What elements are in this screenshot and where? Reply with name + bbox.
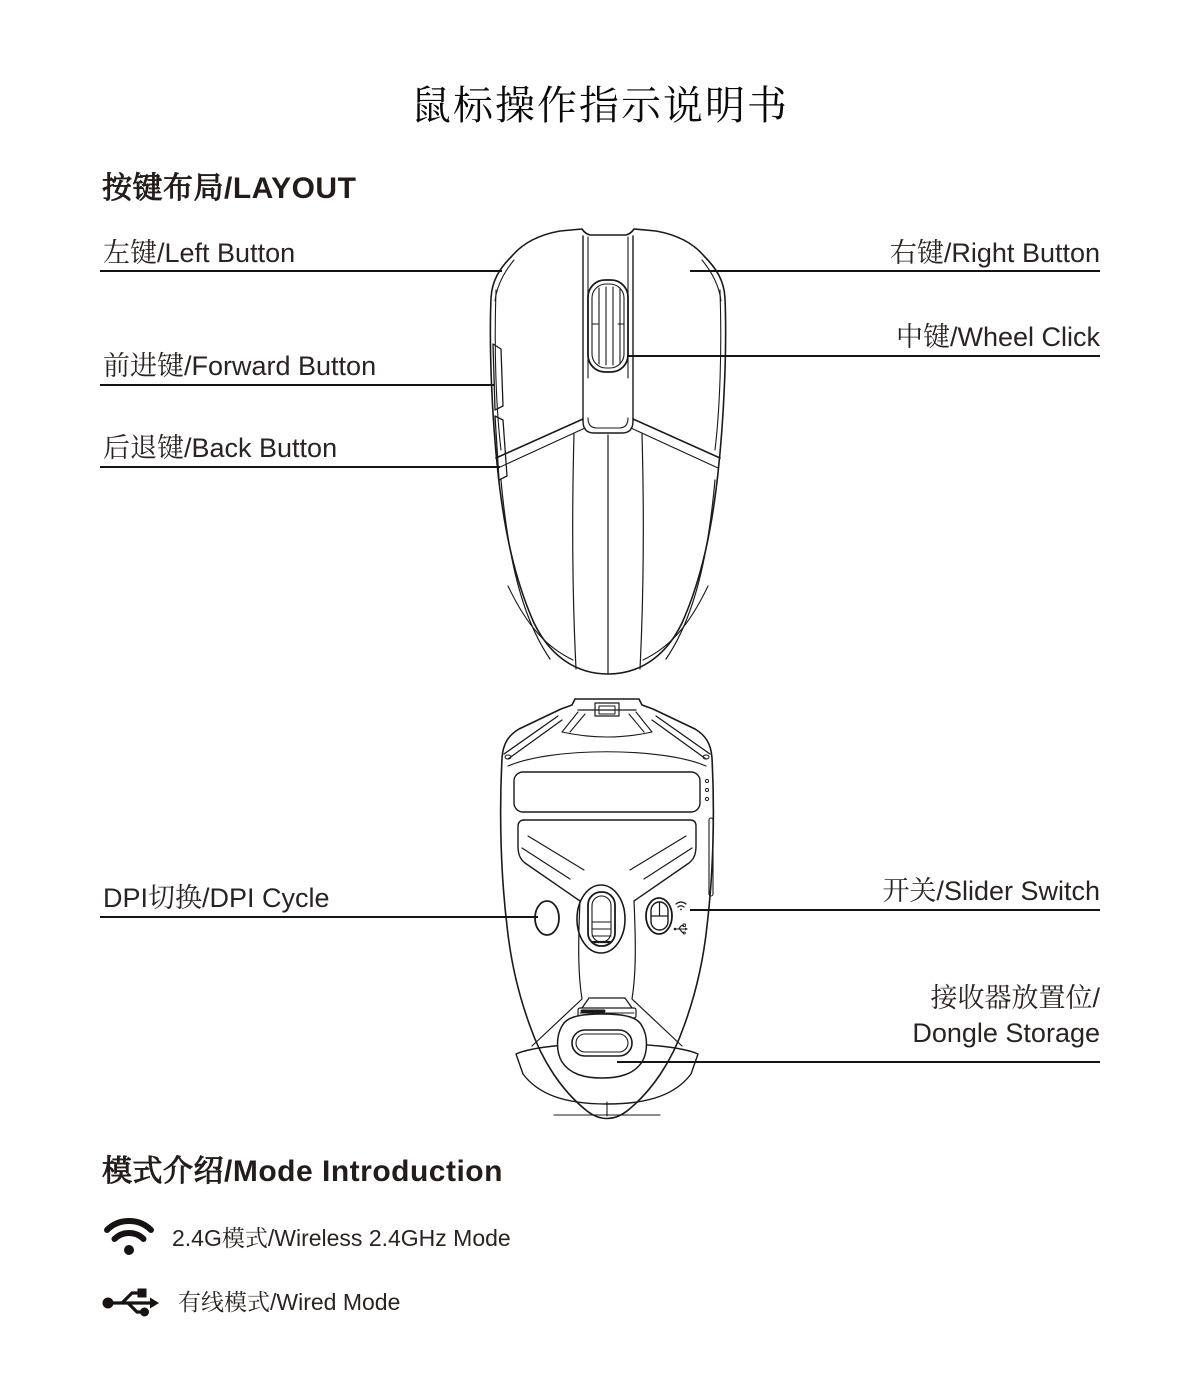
wheel-click-label: 中键/Wheel Click	[895, 322, 1100, 352]
page-title: 鼠标操作指示说明书	[411, 84, 789, 128]
left-button-label: 左键/Left Button	[103, 238, 296, 268]
slider-switch-leader-line	[690, 909, 1100, 911]
dongle-storage	[558, 1014, 647, 1078]
dpi-cycle-label: DPI切换/DPI Cycle	[103, 883, 330, 913]
right-button-leader-line	[690, 270, 1100, 272]
mode-row-wireless	[104, 1214, 511, 1258]
mode-row-wired	[102, 1284, 400, 1317]
dongle-storage-label	[912, 981, 1100, 1050]
back-button-label: 后退键/Back Button	[103, 433, 338, 463]
dongle-storage-label-zh: 接收器放置位/	[930, 983, 1100, 1013]
left-button-leader-line	[100, 270, 502, 272]
forward-button-leader-line	[100, 384, 494, 386]
dpi-leader-line	[100, 916, 538, 918]
layout-section-heading: 按键布局/LAYOUT	[102, 172, 357, 205]
slider-switch-label: 开关/Slider Switch	[882, 876, 1100, 906]
dongle-leader-line	[617, 1061, 1100, 1063]
right-button-label: 右键/Right Button	[889, 238, 1100, 268]
wireless-mode-label: 2.4G模式/Wireless 2.4GHz Mode	[172, 1224, 511, 1251]
wired-mode-label: 有线模式/Wired Mode	[178, 1289, 401, 1315]
wifi-icon	[104, 1214, 154, 1258]
dongle-storage-label-en: Dongle Storage	[912, 1017, 1100, 1048]
usb-icon	[102, 1285, 160, 1317]
wheel-click-leader-line	[627, 355, 1100, 357]
mouse-bottom-view-illustration	[492, 696, 722, 1128]
forward-button-label: 前进键/Forward Button	[103, 351, 377, 381]
scroll-wheel	[588, 280, 628, 372]
mode-section-heading: 模式介绍/Mode Introduction	[102, 1155, 503, 1188]
mouse-top-view-illustration	[488, 228, 728, 676]
back-button-leader-line	[100, 466, 500, 468]
